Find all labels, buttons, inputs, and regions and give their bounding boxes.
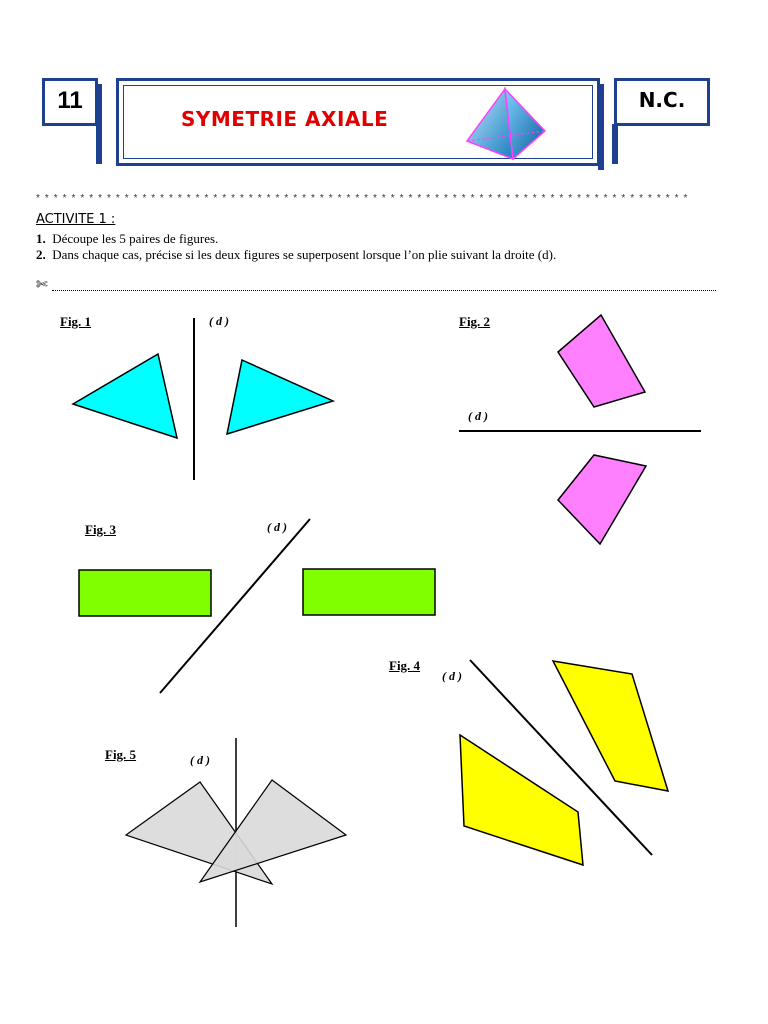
instruction-1-text: Découpe les 5 paires de figures. <box>52 231 219 246</box>
instruction-2-number: 2. <box>36 247 46 262</box>
instruction-2-text: Dans chaque cas, précise si les deux figures se superposent lorsque l’on plie suivant la droite (d). <box>52 247 557 262</box>
class-code: N.C. <box>638 88 686 112</box>
fig1-axis-label: ( d ) <box>209 314 229 328</box>
fig5-label: Fig. 5 <box>105 747 137 762</box>
fig3-label: Fig. 3 <box>85 522 117 537</box>
fig3-shape-left <box>79 570 211 616</box>
activity-heading: ACTIVITE 1 : <box>36 212 116 227</box>
fig5-axis-label: ( d ) <box>190 753 210 767</box>
fig2-shape-top <box>558 315 645 407</box>
fig1-shape-left <box>73 354 177 438</box>
scissors-icon: ✄ <box>36 278 48 293</box>
fig3-shape-right <box>303 569 435 615</box>
fig2-label: Fig. 2 <box>459 314 491 329</box>
fig1-label: Fig. 1 <box>60 314 92 329</box>
sheet-number: 11 <box>57 87 83 114</box>
page-title: SYMETRIE AXIALE <box>181 107 389 131</box>
fig4-label: Fig. 4 <box>389 658 421 673</box>
fig4-shape-right <box>553 661 668 791</box>
fig4-axis-label: ( d ) <box>442 669 462 683</box>
fig2-shape-bottom <box>558 455 646 544</box>
fig4-shape-left <box>460 735 583 865</box>
fig3-axis-label: ( d ) <box>267 520 287 534</box>
fig2-axis-label: ( d ) <box>468 409 488 423</box>
instruction-1-number: 1. <box>36 231 46 246</box>
fig1-shape-right <box>227 360 333 434</box>
star-separator: * * * * * * * * * * * * * * * * * * * * * * * * * * * * * * * * * * * * * * * * * * * * * * * * * * * * * * * * * * * * * * * * * * * * * * * * * * <box>36 193 689 204</box>
